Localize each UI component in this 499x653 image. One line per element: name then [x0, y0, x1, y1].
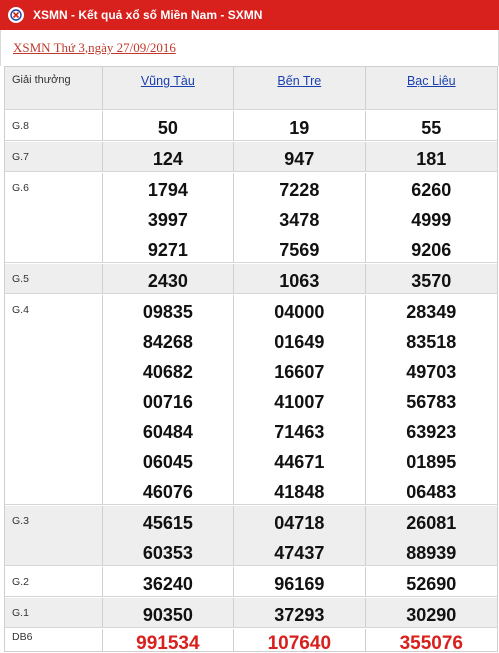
result-number: 3478 [279, 210, 320, 230]
result-number: 40682 [142, 362, 193, 382]
result-number: 56783 [406, 392, 457, 412]
special-prize-number: 355076 [399, 633, 463, 653]
result-number: 55 [421, 118, 442, 138]
result-number: 41848 [274, 482, 325, 502]
prize-label: DB6 [12, 631, 33, 643]
prize-row-g5 [5, 264, 497, 294]
result-number: 49703 [406, 362, 457, 382]
result-number: 90350 [142, 605, 193, 625]
prize-label: G.6 [12, 182, 29, 194]
prize-row-g3 [5, 506, 497, 566]
result-cell [103, 567, 234, 596]
special-prize-number: 107640 [267, 633, 332, 653]
result-number: 96169 [274, 574, 325, 594]
result-number: 45615 [142, 513, 193, 533]
date-link[interactable]: ngày 27/09/2016 [88, 40, 176, 55]
result-cell [103, 629, 234, 652]
result-number: 06045 [142, 452, 193, 472]
result-number: 71463 [274, 422, 325, 442]
results-table [4, 66, 498, 652]
special-prize-number: 991534 [136, 633, 200, 653]
prize-header-cell [5, 67, 103, 109]
result-number: 01895 [406, 452, 457, 472]
result-cell [103, 295, 234, 504]
result-number: 00716 [142, 392, 193, 412]
prize-label: G.2 [12, 576, 29, 588]
result-number: 3570 [411, 271, 452, 291]
prize-label-cell [5, 629, 103, 652]
result-number: 60484 [142, 422, 193, 442]
prize-header-label: Giải thưởng [12, 74, 71, 86]
result-number: 46076 [142, 482, 193, 502]
result-cell [366, 567, 497, 596]
result-cell [234, 173, 365, 262]
province-header-cell [366, 67, 497, 109]
province-link-bac-lieu[interactable]: Bạc Liêu [406, 74, 456, 88]
prize-row-g7 [5, 142, 497, 172]
prize-label-cell [5, 295, 103, 504]
result-number: 9271 [147, 240, 188, 260]
result-number: 1794 [147, 180, 188, 200]
result-number: 30290 [406, 605, 457, 625]
result-number: 41007 [274, 392, 325, 412]
result-date-bar [0, 30, 499, 66]
result-number: 88939 [406, 543, 457, 563]
result-number: 44671 [274, 452, 325, 472]
result-number: 04718 [274, 513, 325, 533]
prize-label: G.3 [12, 515, 29, 527]
result-number: 1063 [279, 271, 320, 291]
result-cell [234, 567, 365, 596]
result-cell [103, 111, 234, 140]
result-cell [366, 598, 497, 627]
result-cell [234, 264, 365, 293]
province-link-ben-tre[interactable]: Bến Tre [277, 74, 322, 88]
result-cell [366, 111, 497, 140]
result-number: 47437 [274, 543, 325, 563]
result-cell [366, 629, 497, 652]
page-title: XSMN - Kết quả xổ số Miền Nam - SXMN [33, 8, 263, 22]
result-number: 06483 [406, 482, 457, 502]
result-cell [366, 173, 497, 262]
result-number: 01649 [274, 332, 325, 352]
result-cell [234, 295, 365, 504]
province-link-vung-tau[interactable]: Vũng Tàu [140, 74, 195, 88]
prize-row-g2 [5, 567, 497, 597]
prize-label-cell [5, 567, 103, 596]
result-number: 84268 [142, 332, 193, 352]
result-number: 04000 [274, 302, 325, 322]
result-number: 2430 [147, 271, 188, 291]
result-number: 28349 [406, 302, 457, 322]
result-cell [366, 264, 497, 293]
result-number: 19 [289, 118, 310, 138]
result-cell [366, 506, 497, 565]
table-header-row [5, 67, 497, 110]
result-number: 4999 [411, 210, 452, 230]
prize-row-g8 [5, 111, 497, 141]
result-cell [103, 506, 234, 565]
prize-label: G.7 [12, 151, 29, 163]
date-separator: , [84, 40, 89, 55]
prize-row-g6 [5, 173, 497, 263]
result-number: 9206 [411, 240, 452, 260]
province-header-cell [103, 67, 234, 109]
prize-label-cell [5, 506, 103, 565]
result-cell [366, 295, 497, 504]
xsmn-day-link[interactable]: XSMN Thứ 3 [13, 40, 85, 55]
result-number: 947 [284, 149, 315, 169]
result-cell [103, 173, 234, 262]
result-number: 37293 [274, 605, 325, 625]
result-cell [103, 142, 234, 171]
result-cell [234, 506, 365, 565]
prize-label-cell [5, 111, 103, 140]
result-cell [234, 111, 365, 140]
result-number: 36240 [142, 574, 193, 594]
result-number: 63923 [406, 422, 457, 442]
result-number: 16607 [274, 362, 325, 382]
prize-label: G.4 [12, 304, 29, 316]
result-number: 7228 [279, 180, 320, 200]
prize-label-cell [5, 142, 103, 171]
prize-label-cell [5, 264, 103, 293]
prize-label: G.8 [12, 120, 29, 132]
result-number: 83518 [406, 332, 457, 352]
result-number: 50 [157, 118, 178, 138]
result-number: 52690 [406, 574, 457, 594]
prize-row-special [5, 629, 497, 652]
result-cell [103, 264, 234, 293]
result-number: 26081 [406, 513, 457, 533]
result-number: 6260 [411, 180, 452, 200]
page-header [0, 0, 499, 30]
result-number: 3997 [147, 210, 188, 230]
result-cell [366, 142, 497, 171]
result-number: 09835 [142, 302, 193, 322]
prize-label: G.5 [12, 273, 29, 285]
result-cell [234, 629, 365, 652]
prize-label: G.1 [12, 607, 29, 619]
result-number: 60353 [142, 543, 193, 563]
result-cell [103, 598, 234, 627]
result-number: 7569 [279, 240, 320, 260]
prize-row-g4 [5, 295, 497, 505]
prize-label-cell [5, 598, 103, 627]
prize-row-g1 [5, 598, 497, 628]
province-header-cell [234, 67, 365, 109]
result-number: 181 [416, 149, 447, 169]
result-cell [234, 598, 365, 627]
result-cell [234, 142, 365, 171]
prize-label-cell [5, 173, 103, 262]
result-number: 124 [152, 149, 183, 169]
lottery-logo-icon [8, 7, 24, 23]
